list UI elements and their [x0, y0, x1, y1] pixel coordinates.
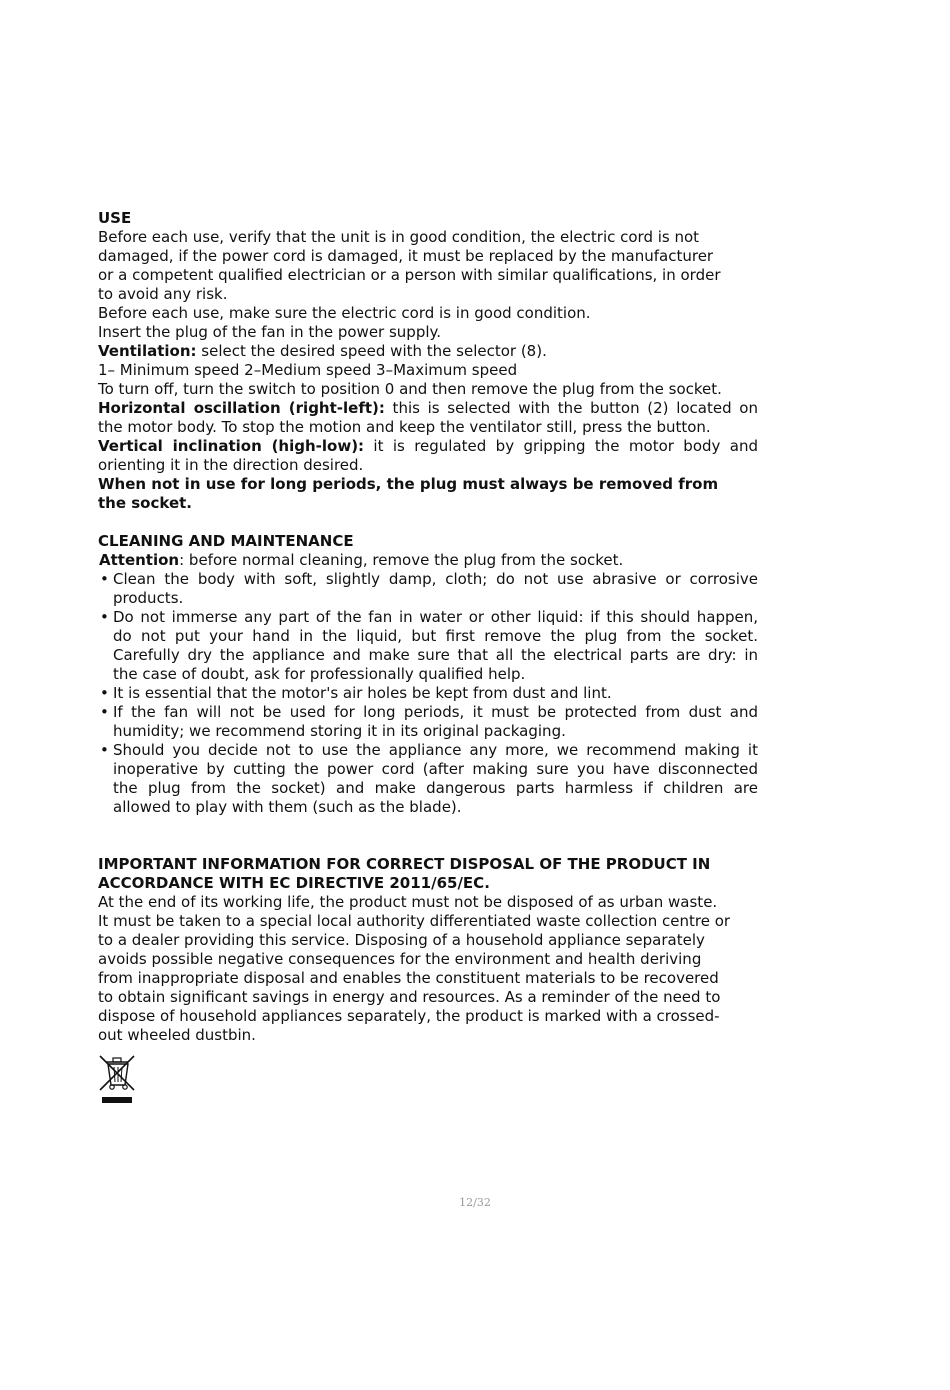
attention-text: : before normal cleaning, remove the plug from the socket.: [179, 551, 624, 569]
vertical-inclination-line-2: orienting it in the direction desired.: [98, 456, 364, 474]
manual-page: [98, 209, 758, 1111]
list-item-line: It is essential that the motor's air holes be kept from dust and lint.: [113, 684, 612, 702]
bullet-icon: •: [100, 608, 109, 626]
ventilation-label: Ventilation:: [98, 342, 197, 360]
ventilation-text: select the desired speed with the selector (8).: [196, 342, 547, 360]
bullet-icon: •: [100, 741, 109, 759]
list-item-line: the plug from the socket) and make dangerous parts harmless if children are: [113, 779, 758, 797]
disposal-line: It must be taken to a special local authority differentiated waste collection centre or: [98, 912, 731, 930]
list-item-line: the case of doubt, ask for professionally qualified help.: [113, 665, 526, 683]
use-line: Before each use, make sure the electric cord is in good condition.: [98, 304, 591, 322]
horizontal-oscillation-line: [98, 399, 758, 418]
use-line: to avoid any risk.: [98, 285, 228, 303]
list-item: [98, 608, 758, 684]
use-line: or a competent qualified electrician or a person with similar qualifications, in order: [98, 266, 721, 284]
disposal-line: dispose of household appliances separately, the product is marked with a crossed-: [98, 1007, 720, 1025]
use-line: Before each use, verify that the unit is in good condition, the electric cord is not: [98, 228, 700, 246]
disposal-line: to obtain significant savings in energy and resources. As a reminder of the need to: [98, 988, 721, 1006]
warning-line: the socket.: [98, 494, 192, 512]
ventilation-line: [98, 342, 758, 361]
list-item-line: Do not immerse any part of the fan in water or other liquid: if this should happen,: [113, 608, 758, 626]
use-line: damaged, if the power cord is damaged, it must be replaced by the manufacturer: [98, 247, 714, 265]
disposal-heading: ACCORDANCE WITH EC DIRECTIVE 2011/65/EC.: [98, 874, 490, 892]
bullet-icon: •: [100, 570, 109, 588]
vertical-inclination-label: Vertical inclination (high-low):: [98, 437, 365, 455]
list-item-line: products.: [113, 589, 184, 607]
warning-line: When not in use for long periods, the plug must always be removed from: [98, 475, 719, 493]
list-item-line: allowed to play with them (such as the blade).: [113, 798, 462, 816]
list-item-line: inoperative by cutting the power cord (after making sure you have disconnected: [113, 760, 758, 778]
disposal-line: avoids possible negative consequences for the environment and health deriving: [98, 950, 702, 968]
horizontal-oscillation-label: Horizontal oscillation (right-left):: [98, 399, 385, 417]
list-item-line: If the fan will not be used for long periods, it must be protected from dust and: [113, 703, 758, 721]
use-line: Insert the plug of the fan in the power supply.: [98, 323, 442, 341]
horizontal-oscillation-text: this is selected with the button (2) located on: [384, 399, 758, 417]
list-item-line: Clean the body with soft, slightly damp, cloth; do not use abrasive or corrosive: [113, 570, 758, 588]
bullet-icon: •: [100, 684, 109, 702]
list-item-line: Carefully dry the appliance and make sure that all the electrical parts are dry: in: [113, 646, 758, 664]
disposal-line: out wheeled dustbin.: [98, 1026, 256, 1044]
list-item-line: Should you decide not to use the appliance any more, we recommend making it: [113, 741, 758, 759]
horizontal-oscillation-line-2: the motor body. To stop the motion and keep the ventilator still, press the button.: [98, 418, 711, 436]
cleaning-heading: CLEANING AND MAINTENANCE: [98, 532, 354, 550]
disposal-line: At the end of its working life, the product must not be disposed of as urban waste.: [98, 893, 718, 911]
list-item: [98, 741, 758, 817]
speed-options: 1– Minimum speed 2–Medium speed 3–Maximum speed: [98, 361, 518, 379]
use-heading: USE: [98, 209, 132, 227]
list-item: [98, 570, 758, 608]
disposal-line: to a dealer providing this service. Disposing of a household appliance separately: [98, 931, 705, 949]
disposal-heading: IMPORTANT INFORMATION FOR CORRECT DISPOSAL OF THE PRODUCT IN: [98, 855, 711, 873]
disposal-line: from inappropriate disposal and enables the constituent materials to be recovered: [98, 969, 719, 987]
vertical-inclination-text: it is regulated by gripping the motor body and: [364, 437, 758, 455]
attention-line: [98, 551, 758, 570]
list-item: [98, 703, 758, 741]
vertical-inclination-line: [98, 437, 758, 456]
crossed-out-wheeled-bin-icon: [98, 1053, 138, 1111]
list-item-line: do not put your hand in the liquid, but first remove the plug from the socket.: [113, 627, 758, 645]
attention-label: Attention: [99, 551, 180, 569]
turn-off-line: To turn off, turn the switch to position 0 and then remove the plug from the socket.: [98, 380, 722, 398]
bullet-icon: •: [100, 703, 109, 721]
list-item: [98, 684, 758, 703]
list-item-line: humidity; we recommend storing it in its original packaging.: [113, 722, 566, 740]
page-number: 12/32: [459, 1196, 491, 1209]
